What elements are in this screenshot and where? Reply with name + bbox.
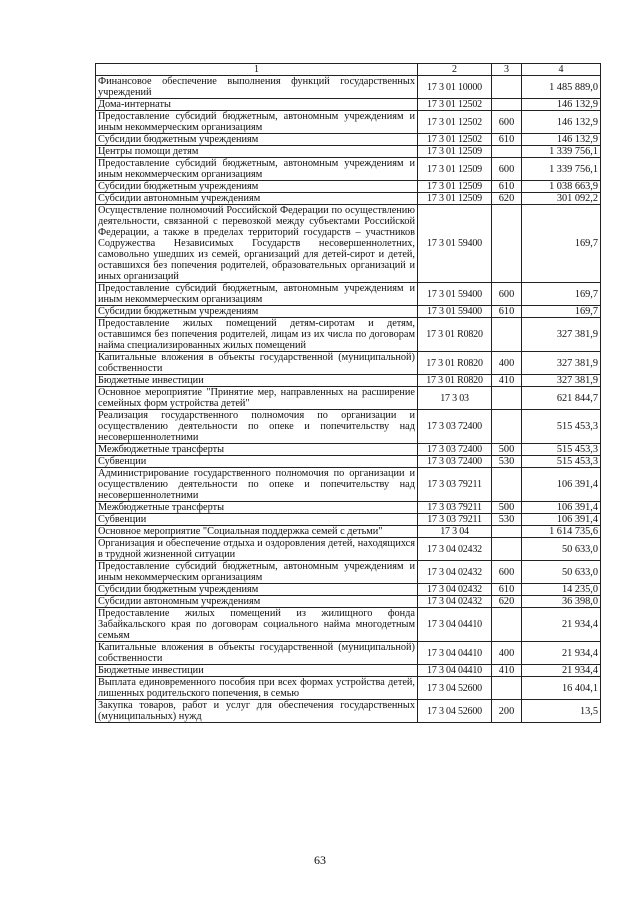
header-cell-2: 2 [418, 64, 492, 76]
row-name: Бюджетные инвестиции [96, 375, 418, 387]
row-name: Центры помощи детям [96, 146, 418, 158]
row-code: 17 3 01 10000 [418, 76, 492, 99]
table-row [96, 410, 601, 444]
header-cell-1: 1 [96, 64, 418, 76]
row-name: Субсидии бюджетным учреждениям [96, 306, 418, 318]
row-amount: 169,7 [522, 205, 601, 283]
row-code: 17 3 03 72400 [418, 410, 492, 444]
row-expense-type: 500 [492, 444, 522, 456]
table-row [96, 158, 601, 181]
row-name: Предоставление субсидий бюджетным, автономным учреждениям и иным некоммерческим организациям [96, 283, 418, 306]
row-amount: 327 381,9 [522, 352, 601, 375]
row-code: 17 3 03 79211 [418, 468, 492, 502]
row-expense-type [492, 608, 522, 642]
row-amount: 1 339 756,1 [522, 158, 601, 181]
row-expense-type: 620 [492, 193, 522, 205]
row-name: Субсидии бюджетным учреждениям [96, 134, 418, 146]
row-code: 17 3 01 12502 [418, 111, 492, 134]
budget-table [95, 63, 601, 723]
table-row [96, 193, 601, 205]
row-expense-type [492, 76, 522, 99]
row-code: 17 3 01 12509 [418, 158, 492, 181]
table-row [96, 468, 601, 502]
row-code: 17 3 04 [418, 526, 492, 538]
row-code: 17 3 04 52600 [418, 700, 492, 723]
row-code: 17 3 01 R0820 [418, 352, 492, 375]
row-expense-type: 500 [492, 502, 522, 514]
row-code: 17 3 01 59400 [418, 283, 492, 306]
row-name: Основное мероприятие "Социальная поддержка семей с детьми" [96, 526, 418, 538]
row-name: Финансовое обеспечение выполнения функций государственных учреждений [96, 76, 418, 99]
row-amount: 21 934,4 [522, 608, 601, 642]
row-name: Предоставление жилых помещений из жилищного фонда Забайкальского края по договорам социального найма многодетным семьям [96, 608, 418, 642]
row-code: 17 3 01 59400 [418, 306, 492, 318]
row-amount: 327 381,9 [522, 318, 601, 352]
row-code: 17 3 01 R0820 [418, 318, 492, 352]
row-expense-type [492, 468, 522, 502]
row-expense-type: 200 [492, 700, 522, 723]
row-amount: 146 132,9 [522, 99, 601, 111]
row-expense-type: 610 [492, 134, 522, 146]
table-row [96, 76, 601, 99]
row-amount: 14 235,0 [522, 584, 601, 596]
row-expense-type [492, 146, 522, 158]
table-row [96, 538, 601, 561]
row-expense-type: 410 [492, 665, 522, 677]
table-row [96, 205, 601, 283]
row-name: Межбюджетные трансферты [96, 502, 418, 514]
row-expense-type [492, 99, 522, 111]
row-amount: 301 092,2 [522, 193, 601, 205]
row-name: Предоставление жилых помещений детям-сиротам и детям, оставшимся без попечения родителей, лицам из их числа по договорам найма специализированных жилых помещений [96, 318, 418, 352]
row-code: 17 3 04 04410 [418, 608, 492, 642]
row-code: 17 3 04 04410 [418, 665, 492, 677]
table-row [96, 318, 601, 352]
row-name: Субсидии бюджетным учреждениям [96, 181, 418, 193]
row-expense-type [492, 205, 522, 283]
row-amount: 21 934,4 [522, 665, 601, 677]
row-amount: 36 398,0 [522, 596, 601, 608]
row-amount: 621 844,7 [522, 387, 601, 410]
row-amount: 1 038 663,9 [522, 181, 601, 193]
row-code: 17 3 03 [418, 387, 492, 410]
row-amount: 146 132,9 [522, 111, 601, 134]
row-expense-type: 610 [492, 181, 522, 193]
table-row [96, 514, 601, 526]
row-amount: 106 391,4 [522, 468, 601, 502]
table-row [96, 352, 601, 375]
row-amount: 515 453,3 [522, 410, 601, 444]
table-row [96, 283, 601, 306]
row-expense-type: 600 [492, 111, 522, 134]
row-amount: 16 404,1 [522, 677, 601, 700]
row-name: Предоставление субсидий бюджетным, автономным учреждениям и иным некоммерческим организациям [96, 111, 418, 134]
row-name: Субсидии автономным учреждениям [96, 596, 418, 608]
row-code: 17 3 03 79211 [418, 514, 492, 526]
row-name: Закупка товаров, работ и услуг для обеспечения государственных (муниципальных) нужд [96, 700, 418, 723]
row-name: Субвенции [96, 456, 418, 468]
row-amount: 13,5 [522, 700, 601, 723]
row-amount: 106 391,4 [522, 502, 601, 514]
table-row [96, 146, 601, 158]
row-amount: 146 132,9 [522, 134, 601, 146]
row-expense-type: 530 [492, 456, 522, 468]
row-name: Субсидии автономным учреждениям [96, 193, 418, 205]
row-amount: 169,7 [522, 306, 601, 318]
row-amount: 21 934,4 [522, 642, 601, 665]
row-code: 17 3 01 12509 [418, 193, 492, 205]
table-row [96, 111, 601, 134]
table-row [96, 561, 601, 584]
row-name: Субвенции [96, 514, 418, 526]
table-row [96, 665, 601, 677]
table-row [96, 596, 601, 608]
table-row [96, 181, 601, 193]
row-amount: 515 453,3 [522, 444, 601, 456]
row-amount: 515 453,3 [522, 456, 601, 468]
row-code: 17 3 01 59400 [418, 205, 492, 283]
row-expense-type: 400 [492, 642, 522, 665]
table-row [96, 134, 601, 146]
row-code: 17 3 04 04410 [418, 642, 492, 665]
row-expense-type: 600 [492, 158, 522, 181]
header-row [96, 64, 601, 76]
row-name: Реализация государственного полномочия по организации и осуществлению деятельности по опеке и попечительству над несовершеннолетними [96, 410, 418, 444]
row-name: Предоставление субсидий бюджетным, автономным учреждениям и иным некоммерческим организациям [96, 158, 418, 181]
table-row [96, 608, 601, 642]
row-name: Осуществление полномочий Российской Федерации по осуществлению деятельности, связанной с перевозкой между субъектами Российской Федерации, а также в пределах территорий государств – участников Содружества Независимых Государств несовершеннолетних, самовольно ушедших из семей, организаций для детей-сирот и детей, оставшихся без попечения родителей, образовательных организаций и иных организаций [96, 205, 418, 283]
row-expense-type [492, 526, 522, 538]
table-row [96, 502, 601, 514]
table-row [96, 700, 601, 723]
row-name: Предоставление субсидий бюджетным, автономным учреждениям и иным некоммерческим организациям [96, 561, 418, 584]
row-name: Капитальные вложения в объекты государственной (муниципальной) собственности [96, 642, 418, 665]
row-amount: 106 391,4 [522, 514, 601, 526]
table-body [96, 64, 601, 723]
table-row [96, 584, 601, 596]
row-expense-type: 620 [492, 596, 522, 608]
row-code: 17 3 01 12502 [418, 99, 492, 111]
row-code: 17 3 01 12509 [418, 181, 492, 193]
row-code: 17 3 04 02432 [418, 538, 492, 561]
row-expense-type [492, 318, 522, 352]
row-code: 17 3 03 72400 [418, 456, 492, 468]
row-expense-type [492, 410, 522, 444]
row-expense-type: 530 [492, 514, 522, 526]
row-code: 17 3 03 79211 [418, 502, 492, 514]
row-name: Дома-интернаты [96, 99, 418, 111]
row-amount: 169,7 [522, 283, 601, 306]
row-expense-type: 600 [492, 561, 522, 584]
table-row [96, 526, 601, 538]
row-amount: 50 633,0 [522, 538, 601, 561]
row-amount: 327 381,9 [522, 375, 601, 387]
row-name: Выплата единовременного пособия при всех формах устройства детей, лишенных родительского попечения, в семью [96, 677, 418, 700]
row-expense-type [492, 677, 522, 700]
row-expense-type [492, 538, 522, 561]
row-code: 17 3 03 72400 [418, 444, 492, 456]
row-expense-type: 400 [492, 352, 522, 375]
row-expense-type: 600 [492, 283, 522, 306]
row-expense-type [492, 387, 522, 410]
row-code: 17 3 04 52600 [418, 677, 492, 700]
row-name: Бюджетные инвестиции [96, 665, 418, 677]
table-row [96, 677, 601, 700]
row-name: Организация и обеспечение отдыха и оздоровления детей, находящихся в трудной жизненной ситуации [96, 538, 418, 561]
row-amount: 1 339 756,1 [522, 146, 601, 158]
row-amount: 1 614 735,6 [522, 526, 601, 538]
row-expense-type: 610 [492, 584, 522, 596]
header-cell-3: 3 [492, 64, 522, 76]
header-cell-4: 4 [522, 64, 601, 76]
table-row [96, 387, 601, 410]
table-row [96, 306, 601, 318]
row-name: Субсидии бюджетным учреждениям [96, 584, 418, 596]
row-name: Капитальные вложения в объекты государственной (муниципальной) собственности [96, 352, 418, 375]
row-code: 17 3 01 R0820 [418, 375, 492, 387]
page-number: 63 [314, 853, 326, 867]
row-code: 17 3 04 02432 [418, 561, 492, 584]
row-code: 17 3 04 02432 [418, 584, 492, 596]
row-code: 17 3 01 12509 [418, 146, 492, 158]
row-name: Основное мероприятие "Принятие мер, направленных на расширение семейных форм устройства детей" [96, 387, 418, 410]
table-row [96, 99, 601, 111]
row-amount: 1 485 889,0 [522, 76, 601, 99]
table-row [96, 642, 601, 665]
row-expense-type: 410 [492, 375, 522, 387]
table-row [96, 444, 601, 456]
row-name: Администрирование государственного полномочия по организации и осуществлению деятельности по опеке и попечительству над несовершеннолетними [96, 468, 418, 502]
row-expense-type: 610 [492, 306, 522, 318]
row-amount: 50 633,0 [522, 561, 601, 584]
table-row [96, 375, 601, 387]
row-name: Межбюджетные трансферты [96, 444, 418, 456]
row-code: 17 3 04 02432 [418, 596, 492, 608]
row-code: 17 3 01 12502 [418, 134, 492, 146]
table-row [96, 456, 601, 468]
